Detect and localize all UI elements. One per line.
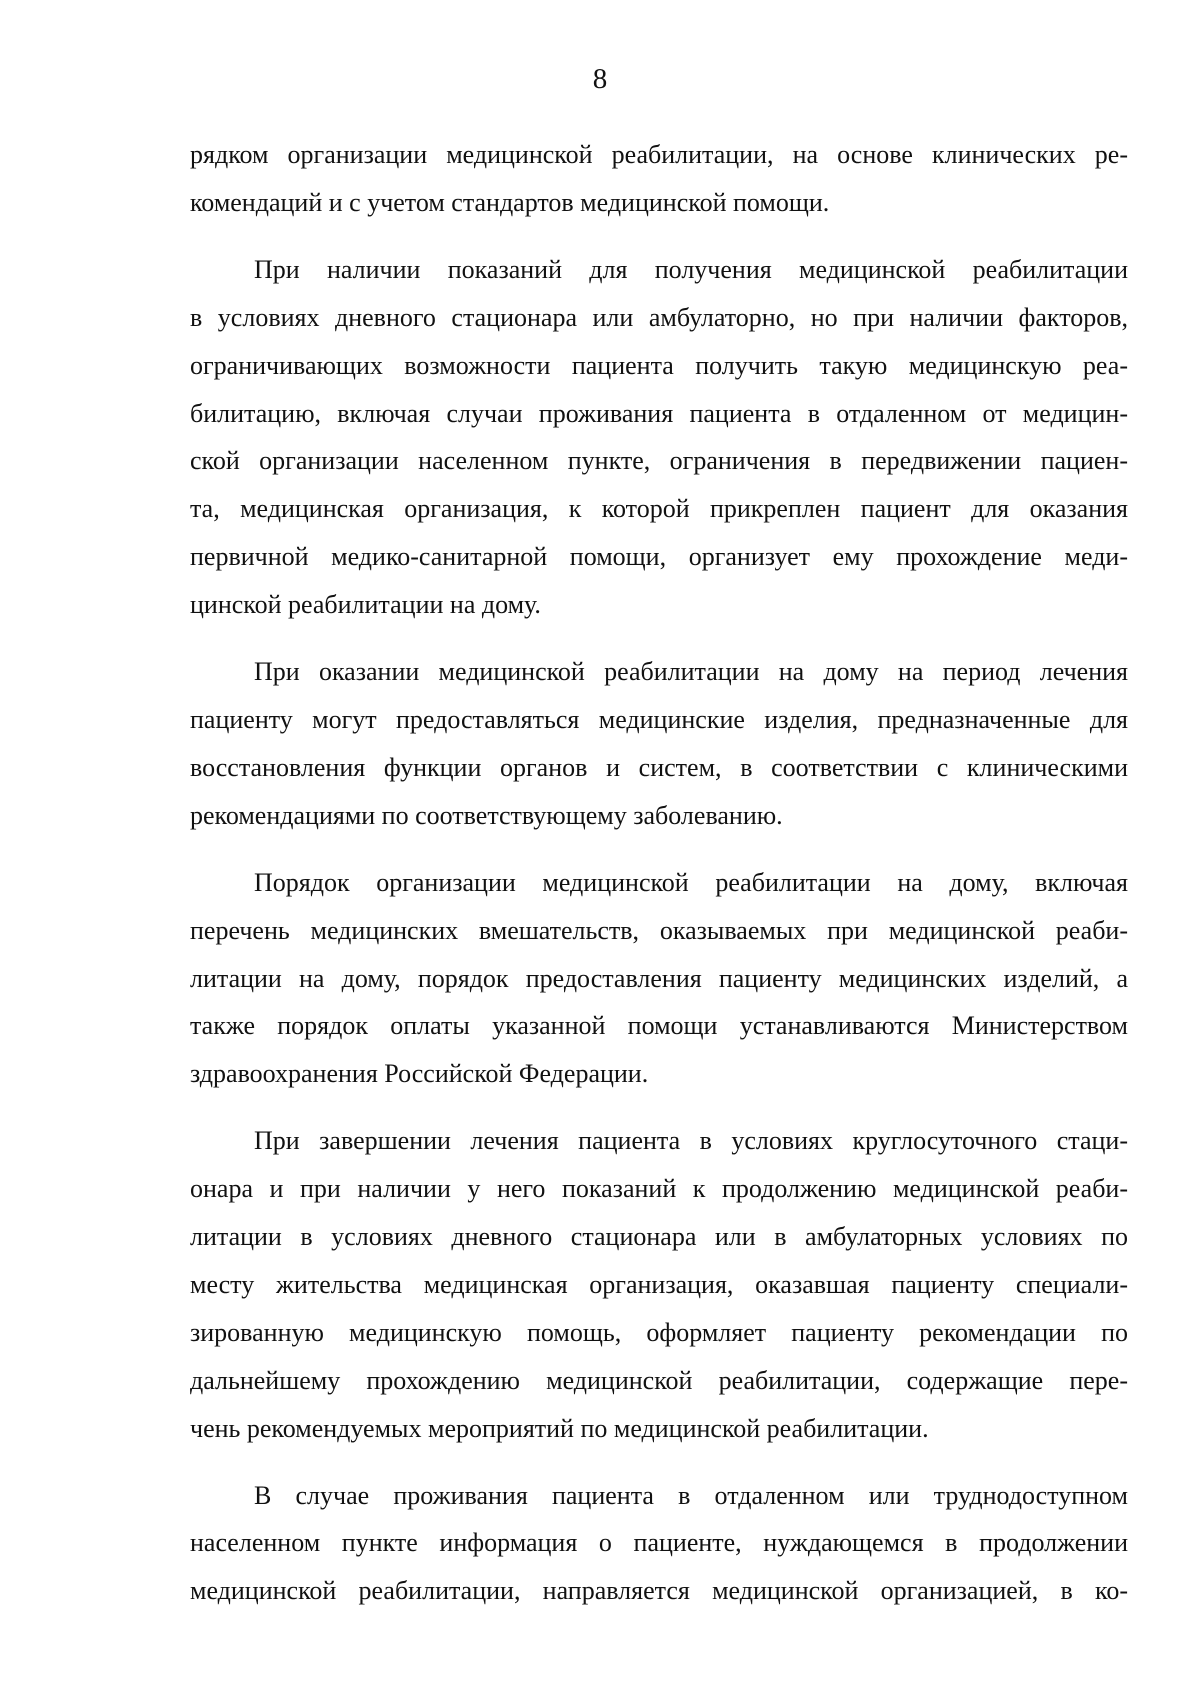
text-line: дальнейшему прохождению медицинской реабилитации, содержащие пере- <box>190 1365 1128 1395</box>
text-line: При наличии показаний для получения медицинской реабилитации <box>254 254 1128 284</box>
text-line: онара и при наличии у него показаний к продолжению медицинской реаби- <box>190 1174 1128 1204</box>
text-line: восстановления функции органов и систем, в соответствии с клиническими <box>190 752 1128 782</box>
text-line: также порядок оплаты указанной помощи устанавливаются Министерством <box>190 1011 1128 1041</box>
paragraph-1 <box>190 131 1128 227</box>
text-line: При завершении лечения пациента в условиях круглосуточного стаци- <box>254 1126 1128 1156</box>
text-line: перечень медицинских вмешательств, оказываемых при медицинской реаби- <box>190 915 1128 945</box>
text-line: цинской реабилитации на дому. <box>190 590 541 620</box>
text-line: первичной медико-санитарной помощи, организует ему прохождение меди- <box>190 542 1128 572</box>
text-line: населенном пункте информация о пациенте, нуждающемся в продолжении <box>190 1528 1128 1558</box>
text-line: рекомендациями по соответствующему заболеванию. <box>190 800 783 830</box>
text-line: литации в условиях дневного стационара или в амбулаторных условиях по <box>190 1222 1128 1252</box>
paragraph-3 <box>190 648 1128 840</box>
text-line: пациенту могут предоставляться медицинские изделия, предназначенные для <box>190 704 1128 734</box>
text-line: здравоохранения Российской Федерации. <box>190 1059 649 1089</box>
text-line: комендаций и с учетом стандартов медицинской помощи. <box>190 187 830 217</box>
text-line: При оказании медицинской реабилитации на дому на период лечения <box>254 657 1128 687</box>
paragraph-2 <box>190 246 1128 629</box>
text-line: медицинской реабилитации, направляется медицинской организацией, в ко- <box>190 1576 1128 1606</box>
document-body <box>190 131 1128 1615</box>
text-line: литации на дому, порядок предоставления пациенту медицинских изделий, а <box>190 963 1128 993</box>
text-line: та, медицинская организация, к которой прикреплен пациент для оказания <box>190 494 1128 524</box>
text-line: ограничивающих возможности пациента получить такую медицинскую реа- <box>190 350 1128 380</box>
paragraph-4 <box>190 859 1128 1099</box>
text-line: чень рекомендуемых мероприятий по медицинской реабилитации. <box>190 1413 929 1443</box>
paragraph-6 <box>190 1472 1128 1616</box>
page-number: 8 <box>592 63 608 95</box>
text-line: месту жительства медицинская организация, оказавшая пациенту специали- <box>190 1269 1128 1299</box>
text-line: в условиях дневного стационара или амбулаторно, но при наличии факторов, <box>190 302 1128 332</box>
text-line: В случае проживания пациента в отдаленном или труднодоступном <box>254 1480 1128 1510</box>
paragraph-5 <box>190 1117 1128 1452</box>
text-line: зированную медицинскую помощь, оформляет пациенту рекомендации по <box>190 1317 1128 1347</box>
text-line: Порядок организации медицинской реабилитации на дому, включая <box>254 867 1128 897</box>
text-line: билитацию, включая случаи проживания пациента в отдаленном от медицин- <box>190 398 1128 428</box>
text-line: ской организации населенном пункте, ограничения в передвижении пациен- <box>190 446 1128 476</box>
text-line: рядком организации медицинской реабилитации, на основе клинических ре- <box>190 140 1128 169</box>
